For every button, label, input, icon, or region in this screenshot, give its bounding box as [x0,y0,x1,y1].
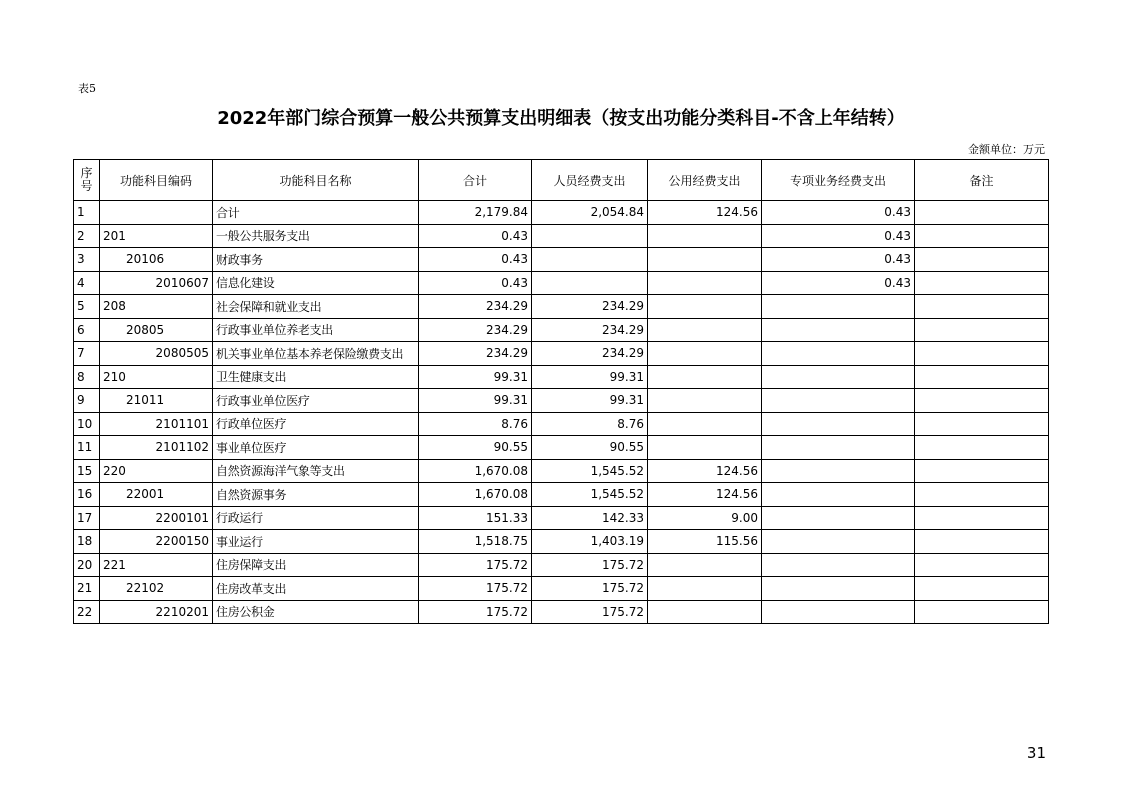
row-code: 208 [100,295,213,319]
row-special [762,506,915,530]
row-code: 2080505 [100,342,213,366]
row-remark [915,577,1049,601]
row-name: 住房保障支出 [213,553,419,577]
row-seq: 17 [74,506,100,530]
row-name: 住房改革支出 [213,577,419,601]
row-remark [915,553,1049,577]
row-special [762,530,915,554]
row-code: 221 [100,553,213,577]
row-total: 234.29 [419,342,532,366]
row-seq: 6 [74,318,100,342]
row-public [648,271,762,295]
row-seq: 1 [74,201,100,225]
row-total: 0.43 [419,271,532,295]
row-remark [915,530,1049,554]
row-remark [915,365,1049,389]
row-seq: 4 [74,271,100,295]
row-special [762,342,915,366]
row-personnel: 175.72 [532,577,648,601]
row-personnel: 142.33 [532,506,648,530]
row-name: 事业单位医疗 [213,436,419,460]
row-personnel: 90.55 [532,436,648,460]
row-public: 124.56 [648,483,762,507]
row-code: 2200101 [100,506,213,530]
header-total: 合计 [419,160,532,201]
row-code: 210 [100,365,213,389]
row-public: 9.00 [648,506,762,530]
row-name: 财政事务 [213,248,419,272]
row-name: 信息化建设 [213,271,419,295]
row-name: 行政事业单位医疗 [213,389,419,413]
row-personnel [532,224,648,248]
row-code: 2200150 [100,530,213,554]
table-row [74,436,1049,460]
row-name: 自然资源事务 [213,483,419,507]
header-special: 专项业务经费支出 [762,160,915,201]
header-code: 功能科目编码 [100,160,213,201]
row-public [648,412,762,436]
row-public [648,248,762,272]
row-name: 事业运行 [213,530,419,554]
row-name: 卫生健康支出 [213,365,419,389]
row-total: 1,670.08 [419,459,532,483]
row-total: 1,670.08 [419,483,532,507]
row-personnel: 1,545.52 [532,483,648,507]
row-special [762,295,915,319]
row-code: 2101101 [100,412,213,436]
row-public [648,342,762,366]
row-remark [915,295,1049,319]
table-row [74,201,1049,225]
row-public [648,600,762,624]
amount-unit-note: 金额单位：万元 [968,143,1045,156]
row-personnel [532,248,648,272]
row-total: 90.55 [419,436,532,460]
row-total: 234.29 [419,295,532,319]
row-total: 175.72 [419,553,532,577]
row-personnel [532,271,648,295]
row-name: 一般公共服务支出 [213,224,419,248]
table-row [74,271,1049,295]
row-special: 0.43 [762,248,915,272]
row-remark [915,271,1049,295]
row-name: 行政单位医疗 [213,412,419,436]
row-public [648,318,762,342]
row-special: 0.43 [762,271,915,295]
row-public: 124.56 [648,201,762,225]
row-remark [915,389,1049,413]
row-special [762,577,915,601]
row-public [648,553,762,577]
row-public [648,224,762,248]
row-personnel: 234.29 [532,318,648,342]
table-row [74,577,1049,601]
row-seq: 22 [74,600,100,624]
row-special [762,412,915,436]
row-total: 0.43 [419,248,532,272]
row-seq: 3 [74,248,100,272]
row-code: 20805 [100,318,213,342]
row-seq: 10 [74,412,100,436]
row-personnel: 175.72 [532,553,648,577]
row-remark [915,600,1049,624]
row-special [762,318,915,342]
row-remark [915,436,1049,460]
table-row [74,553,1049,577]
table-row [74,224,1049,248]
row-public [648,389,762,413]
row-special: 0.43 [762,224,915,248]
row-seq: 21 [74,577,100,601]
row-code: 22001 [100,483,213,507]
row-personnel: 2,054.84 [532,201,648,225]
table-header-row [74,160,1049,201]
row-personnel: 99.31 [532,389,648,413]
row-code [100,201,213,225]
row-total: 8.76 [419,412,532,436]
row-code: 22102 [100,577,213,601]
row-total: 151.33 [419,506,532,530]
table-label: 表5 [78,82,96,95]
row-personnel: 175.72 [532,600,648,624]
row-seq: 7 [74,342,100,366]
table-row [74,295,1049,319]
row-special [762,436,915,460]
table-row [74,530,1049,554]
row-total: 99.31 [419,365,532,389]
row-seq: 18 [74,530,100,554]
row-seq: 15 [74,459,100,483]
row-seq: 20 [74,553,100,577]
row-code: 2101102 [100,436,213,460]
row-total: 234.29 [419,318,532,342]
budget-table [73,159,1049,624]
row-code: 220 [100,459,213,483]
row-name: 自然资源海洋气象等支出 [213,459,419,483]
row-remark [915,248,1049,272]
row-special [762,553,915,577]
row-total: 2,179.84 [419,201,532,225]
header-personnel: 人员经费支出 [532,160,648,201]
row-personnel: 8.76 [532,412,648,436]
row-total: 99.31 [419,389,532,413]
row-name: 行政运行 [213,506,419,530]
row-code: 2210201 [100,600,213,624]
header-public: 公用经费支出 [648,160,762,201]
row-special: 0.43 [762,201,915,225]
row-public [648,436,762,460]
table-row [74,600,1049,624]
table-row [74,365,1049,389]
row-public [648,295,762,319]
row-personnel: 1,545.52 [532,459,648,483]
row-remark [915,412,1049,436]
table-row [74,248,1049,272]
row-remark [915,483,1049,507]
row-seq: 5 [74,295,100,319]
header-seq: 序 号 [74,160,100,201]
header-name: 功能科目名称 [213,160,419,201]
row-name: 合计 [213,201,419,225]
row-remark [915,459,1049,483]
row-personnel: 1,403.19 [532,530,648,554]
row-special [762,365,915,389]
row-remark [915,224,1049,248]
row-total: 175.72 [419,577,532,601]
row-personnel: 99.31 [532,365,648,389]
row-total: 0.43 [419,224,532,248]
row-name: 行政事业单位养老支出 [213,318,419,342]
page-title: 2022年部门综合预算一般公共预算支出明细表（按支出功能分类科目-不含上年结转） [217,108,905,129]
row-code: 2010607 [100,271,213,295]
row-code: 20106 [100,248,213,272]
row-remark [915,318,1049,342]
row-name: 社会保障和就业支出 [213,295,419,319]
row-personnel: 234.29 [532,342,648,366]
row-total: 1,518.75 [419,530,532,554]
row-remark [915,506,1049,530]
row-seq: 9 [74,389,100,413]
row-special [762,600,915,624]
row-personnel: 234.29 [532,295,648,319]
table-row [74,483,1049,507]
table-row [74,342,1049,366]
row-remark [915,201,1049,225]
row-seq: 2 [74,224,100,248]
row-total: 175.72 [419,600,532,624]
row-special [762,459,915,483]
row-public: 124.56 [648,459,762,483]
row-seq: 8 [74,365,100,389]
row-name: 机关事业单位基本养老保险缴费支出 [213,342,419,366]
row-seq: 11 [74,436,100,460]
row-special [762,483,915,507]
row-special [762,389,915,413]
row-public [648,365,762,389]
table-row [74,459,1049,483]
header-remark: 备注 [915,160,1049,201]
row-seq: 16 [74,483,100,507]
row-code: 21011 [100,389,213,413]
table-row [74,389,1049,413]
table-row [74,412,1049,436]
row-public: 115.56 [648,530,762,554]
row-code: 201 [100,224,213,248]
row-remark [915,342,1049,366]
row-name: 住房公积金 [213,600,419,624]
page-number: 31 [1026,744,1046,762]
table-row [74,506,1049,530]
row-public [648,577,762,601]
table-row [74,318,1049,342]
